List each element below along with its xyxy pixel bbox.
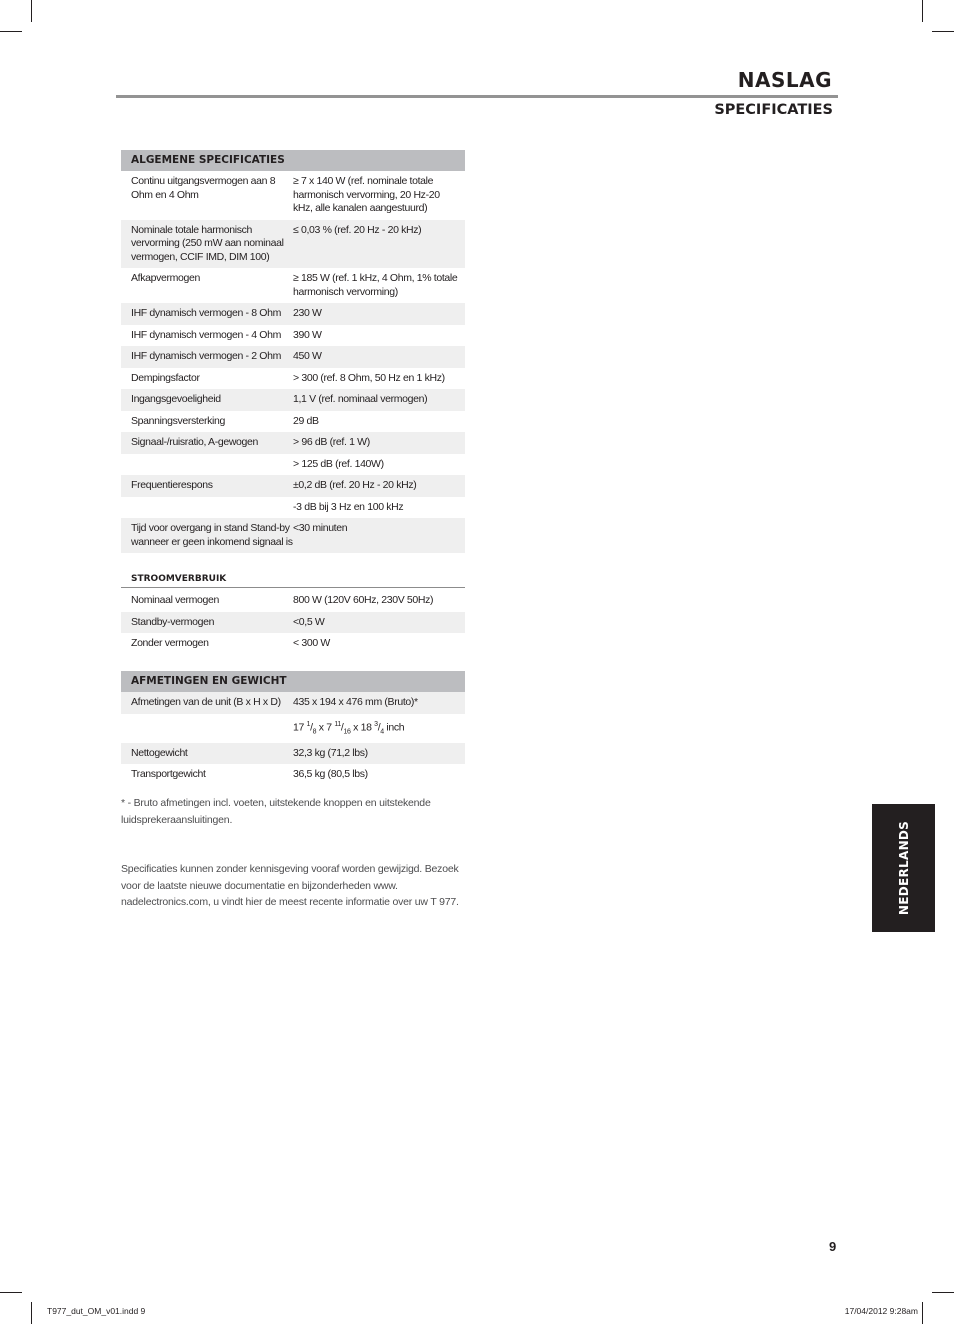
fraction-part: x 7 (316, 721, 335, 733)
spec-row (121, 346, 465, 368)
spec-value: 29 dB (293, 414, 319, 427)
spec-value: 1,1 V (ref. nominaal vermogen) (293, 393, 428, 405)
spec-row (121, 220, 465, 269)
spec-label: Signaal-/ruisratio, A-gewogen (131, 436, 259, 448)
spec-value: <30 minuten (293, 522, 348, 534)
spec-row (121, 764, 465, 786)
spec-row (121, 432, 465, 454)
spec-label: Standby-vermogen (131, 615, 215, 628)
spec-value: -3 dB bij 3 Hz en 100 kHz (293, 500, 404, 513)
spec-row (121, 454, 465, 476)
fraction-part: / (340, 721, 344, 733)
spec-value: 450 W (293, 350, 322, 362)
spec-label: Nettogewicht (131, 746, 188, 759)
spec-value: ≥ 7 x 140 W (ref. nominale totale harmonisch vervorming, 20 Hz-20 kHz, alle kanalen aangestuurd) (293, 175, 440, 214)
spec-label: Nominaal vermogen (131, 594, 220, 606)
spec-row (121, 411, 465, 433)
spec-value: 230 W (293, 307, 322, 319)
fraction-part: 1 (306, 720, 311, 728)
spec-label (121, 714, 293, 743)
spec-value: 390 W (293, 328, 322, 341)
general-specs-rows (121, 171, 465, 553)
crop-mark (922, 0, 923, 22)
spec-row (121, 518, 465, 553)
spec-label: Nominale totale harmonisch vervorming (250 mW aan nominaal vermogen, CCIF IMD, DIM 100) (131, 223, 284, 263)
spec-label: IHF dynamisch vermogen - 8 Ohm (131, 307, 281, 319)
crop-mark (31, 0, 32, 22)
spec-value: 32,3 kg (71,2 lbs) (293, 746, 368, 759)
spec-row (121, 389, 465, 411)
spec-label: IHF dynamisch vermogen - 2 Ohm (131, 350, 281, 362)
crop-mark (0, 1292, 22, 1293)
spec-row (121, 590, 465, 612)
dimensions-specs-rows (121, 692, 465, 786)
crop-mark (932, 1292, 954, 1293)
slug-filename: T977_dut_OM_v01.indd 9 (47, 1306, 146, 1316)
spec-row (121, 268, 465, 303)
disclaimer: Specificaties kunnen zonder kennisgeving vooraf worden gewijzigd. Bezoek voor de laatste nieuwe documentatie en bijzonderheden www. nadelectronics.com, u vindt hier de meest recente informatie over uw T 977. (121, 863, 459, 908)
spec-value: > 96 dB (ref. 1 W) (293, 436, 370, 448)
crop-mark (922, 1302, 923, 1324)
spec-row (121, 303, 465, 325)
spec-row (121, 497, 465, 519)
crop-mark (31, 1302, 32, 1324)
fraction-part: x 18 (350, 721, 375, 733)
section-heading: STROOMVERBRUIK (121, 571, 465, 588)
footnote: * - Bruto afmetingen incl. voeten, uitstekende knoppen en uitstekende luidsprekeraansluitingen. (121, 797, 431, 826)
crop-mark (0, 31, 22, 32)
spec-value: 36,5 kg (80,5 lbs) (293, 768, 368, 781)
spec-row (121, 171, 465, 220)
header-divider (116, 95, 838, 98)
language-tab-label: NEDERLANDS (896, 820, 911, 916)
fraction-part: 3 (374, 720, 378, 728)
section-heading: ALGEMENE SPECIFICATIES (121, 150, 465, 171)
spec-label: Ingangsgevoeligheid (131, 393, 221, 405)
fraction-part: inch (383, 721, 405, 733)
page-title: NASLAG (737, 68, 832, 92)
spec-value: < 300 W (293, 637, 330, 649)
spec-label (121, 454, 293, 476)
spec-label: Afkapvermogen (131, 272, 200, 284)
spec-value: ≤ 0,03 % (ref. 20 Hz - 20 kHz) (293, 223, 422, 236)
spec-value: > 125 dB (ref. 140W) (293, 457, 384, 470)
language-tab (872, 804, 935, 932)
spec-value: <0,5 W (293, 615, 325, 628)
fraction-part: 11 (334, 720, 341, 728)
fraction-part: 8 (312, 728, 317, 736)
spec-label: Spanningsversterking (131, 414, 225, 427)
spec-value: ±0,2 dB (ref. 20 Hz - 20 kHz) (293, 479, 417, 491)
page-number: 9 (829, 1239, 837, 1254)
spec-value: 435 x 194 x 476 mm (Bruto)* (293, 696, 418, 708)
spec-label: Dempingsfactor (131, 371, 200, 384)
power-specs-rows (121, 590, 465, 655)
spec-row (121, 743, 465, 765)
power-specs-table (121, 571, 465, 655)
page-subtitle: SPECIFICATIES (714, 102, 833, 118)
fraction-part: / (377, 721, 381, 733)
spec-label: Zonder vermogen (131, 637, 209, 649)
fraction-part: 17 (293, 721, 307, 733)
spec-value (293, 714, 465, 743)
crop-mark (932, 31, 954, 32)
spec-row (121, 633, 465, 655)
spec-label (121, 497, 293, 519)
dimensions-specs-table (121, 671, 465, 786)
spec-label: Transportgewicht (131, 768, 206, 781)
spec-label: Afmetingen van de unit (B x H x D) (131, 696, 281, 708)
spec-row (121, 692, 465, 714)
fraction-part: 4 (380, 728, 384, 736)
fraction-part: 16 (343, 728, 351, 736)
spec-row (121, 714, 465, 743)
fraction-part: / (310, 721, 313, 733)
spec-label: Tijd voor overgang in stand Stand-by wanneer er geen inkomend signaal is (131, 522, 293, 548)
spec-value: ≥ 185 W (ref. 1 kHz, 4 Ohm, 1% totale harmonisch vervorming) (293, 272, 458, 298)
section-heading: AFMETINGEN EN GEWICHT (121, 671, 465, 692)
spec-label: Frequentierespons (131, 479, 213, 491)
spec-row (121, 325, 465, 347)
spec-row (121, 612, 465, 634)
spec-label: Continu uitgangsvermogen aan 8 Ohm en 4 Ohm (131, 175, 276, 201)
spec-row (121, 368, 465, 390)
slug-datetime: 17/04/2012 9:28am (844, 1306, 918, 1316)
spec-label: IHF dynamisch vermogen - 4 Ohm (131, 328, 281, 341)
spec-row (121, 475, 465, 497)
spec-value: 800 W (120V 60Hz, 230V 50Hz) (293, 594, 434, 606)
spec-value: > 300 (ref. 8 Ohm, 50 Hz en 1 kHz) (293, 371, 445, 384)
general-specs-table (121, 150, 465, 553)
